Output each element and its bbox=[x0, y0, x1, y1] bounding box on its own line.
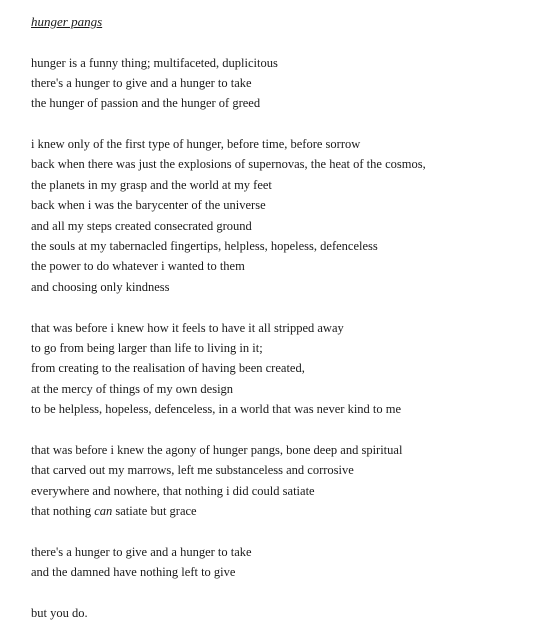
poem-line: and all my steps created consecrated ground bbox=[31, 218, 252, 233]
poem-line: and choosing only kindness bbox=[31, 279, 170, 294]
spacer bbox=[31, 297, 531, 317]
poem bbox=[31, 12, 531, 623]
poem-line: there's a hunger to give and a hunger to take bbox=[31, 544, 252, 559]
poem-line-emphasis bbox=[31, 501, 531, 521]
stanza-4 bbox=[31, 440, 531, 522]
poem-line: to go from being larger than life to living in it; bbox=[31, 340, 263, 355]
poem-line: from creating to the realisation of having been created, bbox=[31, 361, 305, 376]
poem-line: back when there was just the explosions of supernovas, the heat of the cosmos, bbox=[31, 157, 426, 172]
spacer bbox=[31, 521, 531, 541]
poem-line: the planets in my grasp and the world at my feet bbox=[31, 177, 272, 192]
spacer bbox=[31, 32, 531, 53]
spacer bbox=[31, 114, 531, 134]
stanza-6 bbox=[31, 603, 531, 623]
poem-line: back when i was the barycenter of the universe bbox=[31, 198, 266, 213]
stanza-2 bbox=[31, 134, 531, 297]
poem-line: everywhere and nowhere, that nothing i did could satiate bbox=[31, 483, 315, 498]
poem-line: the souls at my tabernacled fingertips, helpless, hopeless, defenceless bbox=[31, 239, 378, 254]
poem-title: hunger pangs bbox=[31, 14, 103, 29]
poem-line: at the mercy of things of my own design bbox=[31, 381, 234, 396]
poem-line: there's a hunger to give and a hunger to take bbox=[31, 75, 252, 90]
stanza-3 bbox=[31, 318, 531, 420]
poem-line: and the damned have nothing left to give bbox=[31, 565, 236, 580]
poem-line: the hunger of passion and the hunger of greed bbox=[31, 96, 261, 111]
emphasized-word: can bbox=[94, 504, 113, 519]
poem-line: that was before i knew the agony of hunger pangs, bone deep and spiritual bbox=[31, 442, 403, 457]
stanza-5 bbox=[31, 542, 531, 583]
spacer bbox=[31, 420, 531, 440]
poem-line: that was before i knew how it feels to have it all stripped away bbox=[31, 320, 344, 335]
poem-line: but you do. bbox=[31, 606, 88, 621]
poem-line: i knew only of the first type of hunger, before time, before sorrow bbox=[31, 137, 361, 152]
line-text: satiate but grace bbox=[112, 504, 197, 519]
spacer bbox=[31, 583, 531, 603]
stanza-1 bbox=[31, 53, 531, 114]
poem-line: the power to do whatever i wanted to them bbox=[31, 259, 245, 274]
poem-line: hunger is a funny thing; multifaceted, duplicitous bbox=[31, 55, 278, 70]
poem-line: to be helpless, hopeless, defenceless, in a world that was never kind to me bbox=[31, 402, 402, 417]
line-text: that nothing bbox=[31, 504, 95, 519]
poem-line: that carved out my marrows, left me substanceless and corrosive bbox=[31, 463, 354, 478]
